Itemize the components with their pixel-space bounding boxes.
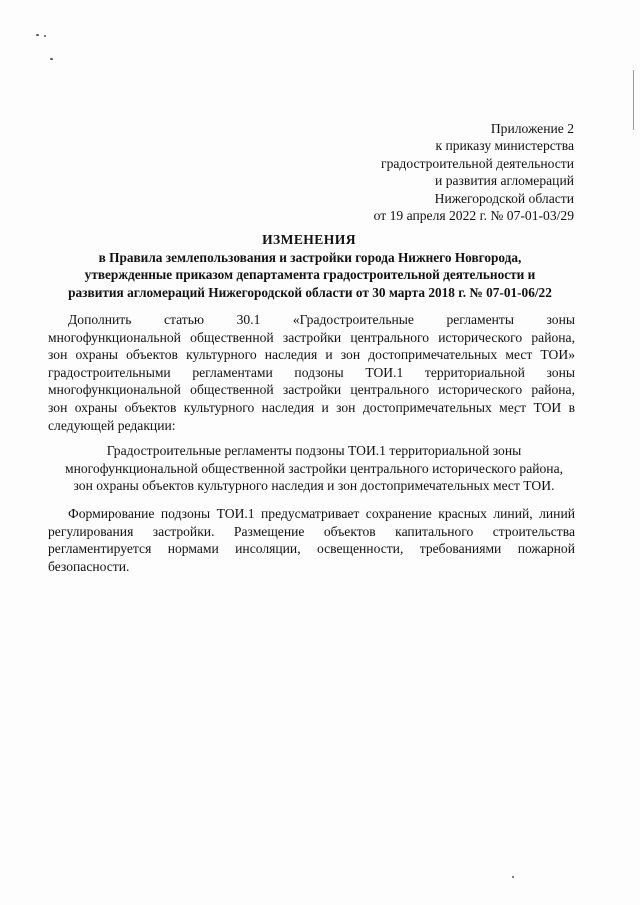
appendix-line: градостроительной деятельности	[381, 155, 574, 171]
scan-speck	[36, 34, 39, 36]
paragraph-line: зон охраны объектов культурного наследия и зон достопримечательных мест ТОИ в	[48, 399, 575, 415]
paragraph-line: безопасности.	[48, 558, 130, 574]
paragraph-line: многофункциональной общественной застройки центрального исторического района,	[48, 382, 575, 398]
paragraph-formation	[48, 505, 575, 575]
scan-speck	[512, 876, 514, 878]
paragraph-line: регулирования застройки. Размещение объектов капитального строительства	[48, 523, 575, 539]
appendix-line: от 19 апреля 2022 г. № 07-01-03/29	[373, 208, 574, 224]
paragraph-line: градостроительными регламентами подзоны ТОИ.1 территориальной зоны	[48, 364, 575, 380]
appendix-line: Приложение 2	[490, 121, 574, 136]
section-heading	[40, 442, 588, 495]
appendix-line: к приказу министерства	[435, 138, 574, 154]
scan-speck	[50, 58, 53, 60]
document-title: ИЗМЕНЕНИЯ	[262, 232, 356, 247]
paragraph-line: зон охраны объектов культурного наследия и зон достопримечательных мест ТОИ»	[48, 347, 575, 363]
paragraph-line: многофункциональной общественной застройки центрального исторического района,	[48, 329, 575, 345]
section-heading-line: зон охраны объектов культурного наследия и зон достопримечательных мест ТОИ.	[73, 478, 555, 494]
appendix-line: и развития агломераций	[435, 173, 574, 189]
paragraph-line: Дополнить статью 30.1 «Градостроительные регламенты зоны	[68, 312, 575, 327]
appendix-line: Нижегородской области	[434, 190, 574, 206]
section-heading-line: многофункциональной общественной застройки центрального исторического района,	[64, 460, 564, 476]
subtitle-line: развития агломераций Нижегородской области от 30 марта 2018 г. № 07-01-06/22	[68, 284, 552, 300]
section-heading-line: Градостроительные регламенты подзоны ТОИ.1 территориальной зоны	[106, 443, 522, 458]
paragraph-line: следующей редакции:	[48, 417, 176, 433]
scan-edge-line	[633, 70, 634, 130]
subtitle-line: утвержденные приказом департамента градостроительной деятельности и	[84, 267, 536, 283]
paragraph-line: Формирование подзоны ТОИ.1 предусматривает сохранение красных линий, линий	[68, 506, 575, 521]
appendix-block	[374, 120, 574, 224]
subtitle-line: в Правила землепользования и застройки города Нижнего Новгорода,	[98, 250, 522, 265]
scan-speck	[44, 35, 46, 37]
paragraph-line: регламентируется нормами инсоляции, освещенности, требованиями пожарной	[48, 541, 575, 557]
document-subtitle	[40, 249, 580, 301]
paragraph-amendment	[48, 311, 575, 434]
